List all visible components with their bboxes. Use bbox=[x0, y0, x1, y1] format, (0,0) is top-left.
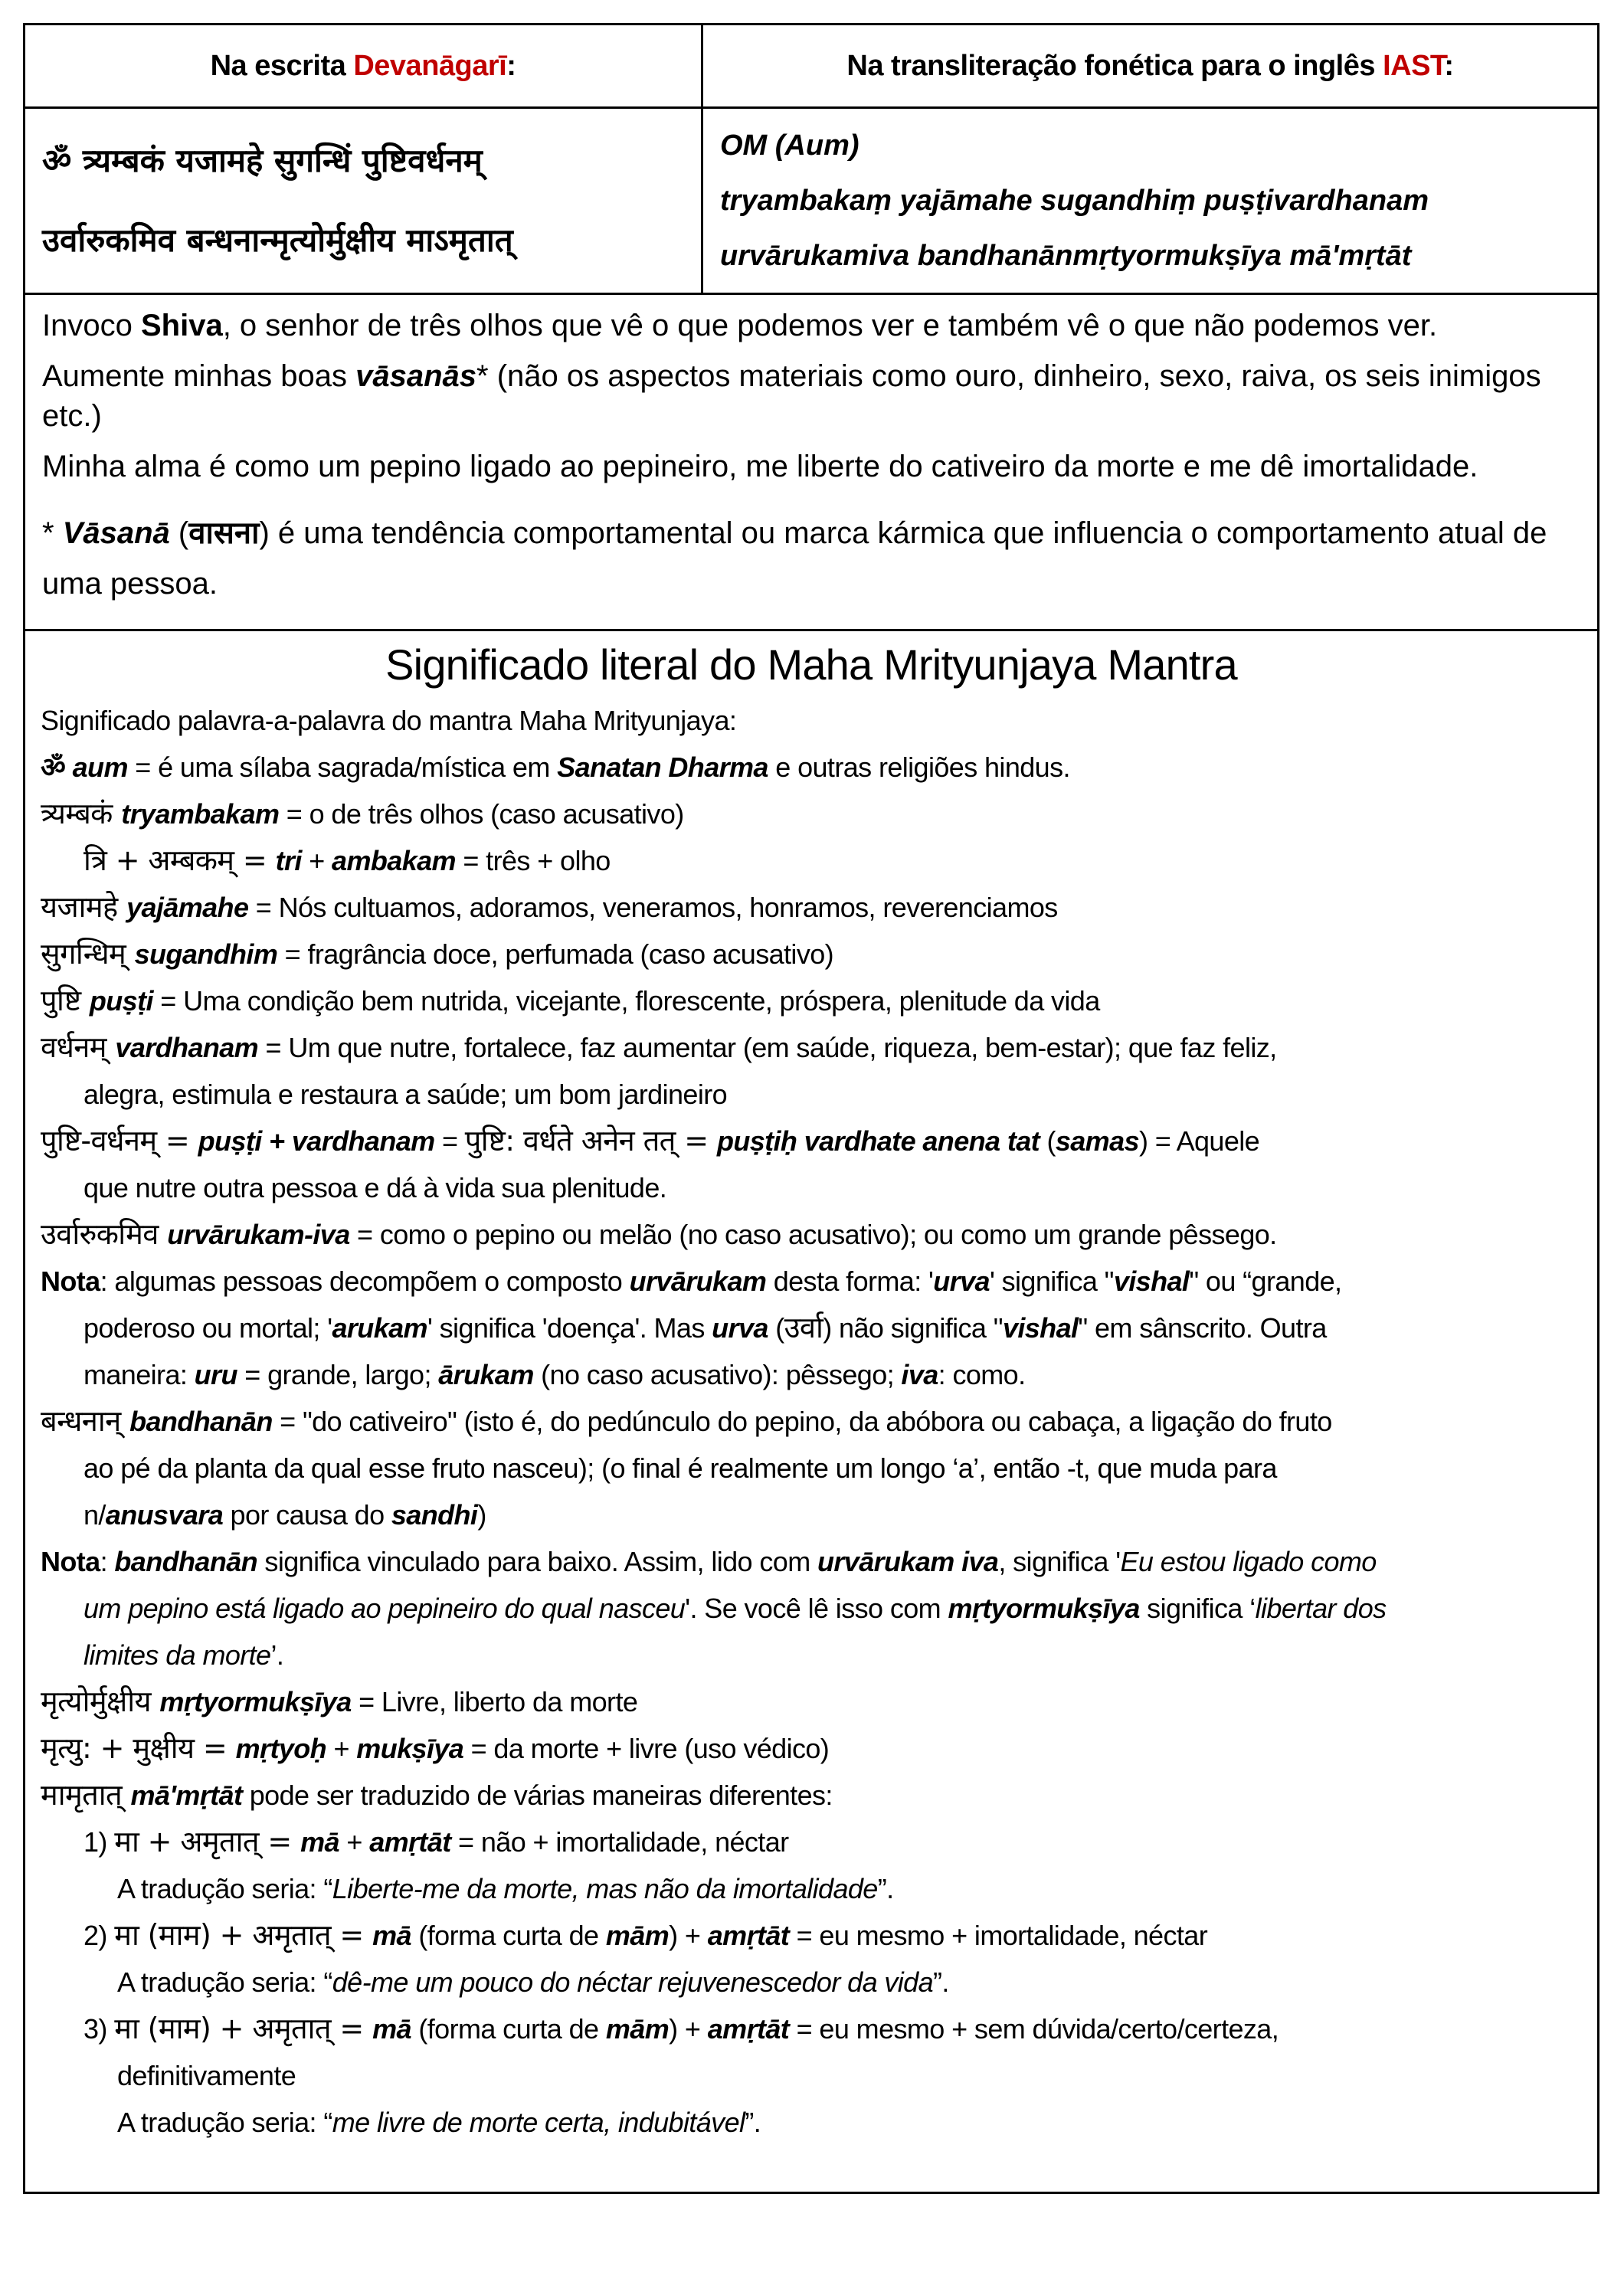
devanagari-term: मृत्यु: + मुक्षीय = bbox=[41, 1731, 236, 1765]
meaning-line bbox=[41, 1491, 1582, 1538]
emphasis-text: वासना bbox=[188, 516, 260, 550]
header-highlight: IAST bbox=[1383, 49, 1445, 82]
header-colon: : bbox=[1444, 49, 1454, 82]
text-run: = três + olho bbox=[455, 845, 611, 876]
text-run: = Uma condição bem nutrida, vicejante, florescente, próspera, plenitude da vida bbox=[152, 985, 1100, 1017]
meaning-line bbox=[41, 2005, 1582, 2052]
meaning-line bbox=[41, 2052, 1582, 2099]
devanagari-term: मा (माम) + अमृतात् = bbox=[114, 2012, 373, 2045]
emphasis-text: mā bbox=[372, 1920, 411, 1951]
meaning-line bbox=[41, 1398, 1582, 1445]
text-run: + bbox=[339, 1826, 370, 1858]
text-run: poderoso ou mortal; ' bbox=[83, 1312, 332, 1344]
emphasis-text: amṛtāt bbox=[369, 1826, 451, 1858]
mantra-line: OM (Aum) bbox=[720, 129, 859, 162]
text-run: ao pé da planta da qual esse fruto nasceu); (o final é realmente um longo ‘a’, então -t, que muda para bbox=[83, 1452, 1277, 1484]
text-run: Minha alma é como um pepino ligado ao pepineiro, me liberte do cativeiro da morte e me dê imortalidade. bbox=[42, 450, 1478, 483]
meaning-line bbox=[41, 931, 1582, 977]
emphasis-text: arukam bbox=[332, 1312, 427, 1344]
meaning-line bbox=[41, 1959, 1582, 2005]
meaning-line bbox=[41, 1351, 1582, 1398]
devanagari-term: सुगन्धिम् bbox=[41, 937, 135, 971]
text-run: : algumas pessoas decompõem o composto bbox=[100, 1266, 630, 1297]
text-run: , o senhor de três olhos que vê o que podemos ver e também vê o que não podemos ver. bbox=[222, 309, 1438, 342]
emphasis-text: urva bbox=[712, 1312, 768, 1344]
emphasis-text: Nota bbox=[41, 1546, 100, 1577]
emphasis-text: urvārukam iva bbox=[817, 1546, 999, 1577]
emphasis-text: mām bbox=[605, 2013, 670, 2045]
text-run: ( bbox=[169, 516, 189, 550]
emphasis-text: Vāsanā bbox=[62, 516, 170, 550]
emphasis-text: limites da morte bbox=[83, 1639, 271, 1671]
devanagari-term: वर्धनम् bbox=[41, 1030, 116, 1064]
emphasis-text: ambakam bbox=[332, 845, 456, 876]
translation-section bbox=[23, 295, 1599, 631]
text-run: = "do cativeiro" (isto é, do pedúnculo do pepino, da abóbora ou cabaça, a ligação do fruto bbox=[272, 1406, 1332, 1437]
text-run: alegra, estimula e restaura a saúde; um bom jardineiro bbox=[83, 1079, 728, 1110]
text-run: , significa ' bbox=[998, 1546, 1121, 1577]
emphasis-text: mām bbox=[605, 1920, 670, 1951]
devanagari-term: मा + अमृतात् = bbox=[114, 1825, 301, 1858]
text-run: = grande, largo; bbox=[237, 1359, 439, 1390]
meaning-line bbox=[41, 1725, 1582, 1772]
meaning-line bbox=[41, 1865, 1582, 1912]
devanagari-term: मा (माम) + अमृतात् = bbox=[114, 1918, 373, 1952]
emphasis-text: ॐ bbox=[41, 751, 73, 783]
meaning-line bbox=[41, 744, 1582, 791]
text-run: n/ bbox=[83, 1499, 106, 1531]
emphasis-text: samas bbox=[1055, 1125, 1139, 1157]
emphasis-text: sandhi bbox=[391, 1499, 478, 1531]
emphasis-text: mṛtyoḥ bbox=[235, 1733, 327, 1764]
text-run: ) bbox=[477, 1499, 486, 1531]
emphasis-text: libertar dos bbox=[1255, 1593, 1387, 1624]
text-run: 2) bbox=[83, 1920, 115, 1951]
meaning-line bbox=[41, 977, 1582, 1024]
text-run: * bbox=[42, 516, 63, 550]
emphasis-text: Sanatan Dharma bbox=[557, 751, 768, 783]
text-run: = fragrância doce, perfumada (caso acusativo) bbox=[277, 938, 834, 970]
text-run: '. Se você lê isso com bbox=[685, 1593, 948, 1624]
header-highlight: Devanāgarī bbox=[353, 49, 507, 82]
emphasis-text: mā bbox=[372, 2013, 411, 2045]
meaning-line bbox=[41, 1071, 1582, 1118]
devanagari-term: पुष्टि bbox=[41, 984, 90, 1017]
text-run: (no caso acusativo): pêssego; bbox=[533, 1359, 902, 1390]
devanagari-term: मृत्योर्मुक्षीय bbox=[41, 1685, 160, 1718]
text-run: = o de três olhos (caso acusativo) bbox=[279, 798, 684, 830]
text-run: + bbox=[326, 1733, 357, 1764]
text-run: * (não os aspectos materiais como ouro, dinheiro, sexo, raiva, os seis inimigos etc.) bbox=[42, 359, 1541, 433]
devanagari-term: मामृतात् bbox=[41, 1778, 131, 1812]
devanagari-term: पुष्टि-वर्धनम् = bbox=[41, 1124, 198, 1157]
emphasis-text: dê-me um pouco do néctar rejuvenescedor da vida bbox=[332, 1966, 934, 1998]
text-run: desta forma: ' bbox=[766, 1266, 934, 1297]
text-run: = Livre, liberto da morte bbox=[351, 1686, 638, 1717]
emphasis-text: bandhanān bbox=[129, 1406, 273, 1437]
text-run: e outras religiões hindus. bbox=[768, 751, 1070, 783]
emphasis-text: vishal bbox=[1002, 1312, 1079, 1344]
emphasis-text: Eu estou ligado como bbox=[1120, 1546, 1377, 1577]
devanagari-term: बन्धनान् bbox=[41, 1404, 130, 1438]
devanagari-term: यजामहे bbox=[41, 890, 127, 924]
header-colon: : bbox=[506, 49, 516, 82]
emphasis-text: mṛtyormukṣīya bbox=[159, 1686, 352, 1717]
emphasis-text: um pepino está ligado ao pepineiro do qual nasceu bbox=[83, 1593, 686, 1624]
document-page bbox=[23, 23, 1599, 2194]
meaning-line bbox=[41, 1118, 1582, 1164]
mantra-line: उर्वारुकमिव बन्धनान्मृत्योर्मुक्षीय माऽमृतात् bbox=[42, 221, 513, 259]
emphasis-text: me livre de morte certa, indubitável bbox=[332, 2107, 745, 2138]
emphasis-text: iva bbox=[901, 1359, 938, 1390]
devanagari-term: त्र्यम्बकं bbox=[41, 797, 122, 830]
text-run: maneira: bbox=[83, 1359, 195, 1390]
mantra-table bbox=[23, 23, 1599, 295]
section-title: Significado literal do Maha Mrityunjaya Mantra bbox=[385, 640, 1237, 689]
literal-meaning-section bbox=[23, 631, 1599, 2194]
emphasis-text: Shiva bbox=[140, 309, 223, 342]
translation-paragraph bbox=[42, 306, 1580, 345]
text-run: ”. bbox=[745, 2107, 761, 2138]
iast-mantra bbox=[702, 108, 1599, 294]
emphasis-text: mā'mṛtāt bbox=[130, 1780, 243, 1811]
text-run: ) + bbox=[669, 2013, 708, 2045]
meaning-line bbox=[41, 1912, 1582, 1959]
text-run: ) não significa " bbox=[823, 1312, 1003, 1344]
text-run: significa vinculado para baixo. Assim, lido com bbox=[257, 1546, 817, 1577]
footnote bbox=[42, 508, 1580, 609]
header-text: Na transliteração fonética para o inglês bbox=[846, 49, 1383, 82]
text-run: = bbox=[434, 1125, 465, 1157]
meaning-line bbox=[41, 1632, 1582, 1678]
text-run: definitivamente bbox=[117, 2060, 296, 2091]
emphasis-text: mukṣīya bbox=[356, 1733, 464, 1764]
text-run: Invoco bbox=[42, 309, 141, 342]
text-run: ’. bbox=[270, 1639, 284, 1671]
emphasis-text: Liberte-me da morte, mas não da imortalidade bbox=[332, 1873, 878, 1904]
emphasis-text: urvārukam bbox=[629, 1266, 767, 1297]
text-run: ) = Aquele bbox=[1138, 1125, 1260, 1157]
text-run: (forma curta de bbox=[411, 1920, 606, 1951]
devanagari-mantra bbox=[25, 108, 702, 294]
mantra-line: urvārukamiva bandhanānmṛtyormukṣīya mā'mṛtāt bbox=[720, 240, 1412, 272]
meaning-line bbox=[41, 791, 1582, 837]
meaning-line bbox=[41, 1305, 1582, 1351]
emphasis-text: vishal bbox=[1113, 1266, 1190, 1297]
text-run: = é uma sílaba sagrada/mística em bbox=[127, 751, 558, 783]
devanagari-term: उर्वा bbox=[784, 1311, 823, 1344]
emphasis-text: Nota bbox=[41, 1266, 100, 1297]
meaning-line bbox=[41, 697, 1582, 744]
text-run: ) + bbox=[669, 1920, 708, 1951]
text-run: pode ser traduzido de várias maneiras diferentes: bbox=[242, 1780, 833, 1811]
text-run: = Um que nutre, fortalece, faz aumentar (em saúde, riqueza, bem-estar); que faz feliz, bbox=[258, 1032, 1277, 1063]
word-meaning-list bbox=[41, 697, 1582, 2146]
emphasis-text: mṛtyormukṣīya bbox=[948, 1593, 1140, 1624]
emphasis-text: amṛtāt bbox=[707, 2013, 790, 2045]
meaning-line bbox=[41, 1258, 1582, 1305]
text-run: A tradução seria: “ bbox=[117, 1873, 332, 1904]
text-run: = da morte + livre (uso védico) bbox=[463, 1733, 830, 1764]
devanagari-term: पुष्टि: वर्धते अनेन तत् = bbox=[464, 1124, 717, 1157]
emphasis-text: anusvara bbox=[105, 1499, 224, 1531]
text-run: = eu mesmo + imortalidade, néctar bbox=[789, 1920, 1208, 1951]
text-run: = como o pepino ou melão (no caso acusativo); ou como um grande pêssego. bbox=[349, 1219, 1277, 1250]
translation-paragraph bbox=[42, 447, 1580, 486]
text-run: " ou “grande, bbox=[1189, 1266, 1342, 1297]
text-run: por causa do bbox=[223, 1499, 391, 1531]
meaning-line bbox=[41, 1585, 1582, 1632]
text-run: significa ‘ bbox=[1139, 1593, 1256, 1624]
text-run: ' significa 'doença'. Mas bbox=[427, 1312, 712, 1344]
text-run: ”. bbox=[877, 1873, 894, 1904]
emphasis-text: urva bbox=[933, 1266, 990, 1297]
text-run: Aumente minhas boas bbox=[42, 359, 356, 393]
meaning-line bbox=[41, 1024, 1582, 1071]
text-run: ”. bbox=[933, 1966, 949, 1998]
emphasis-text: uru bbox=[194, 1359, 237, 1390]
devanagari-term: उर्वारुकमिव bbox=[41, 1217, 168, 1251]
devanagari-column-header bbox=[25, 25, 702, 108]
text-run: A tradução seria: “ bbox=[117, 2107, 332, 2138]
emphasis-text: bandhanān bbox=[114, 1546, 258, 1577]
mantra-line: tryambakaṃ yajāmahe sugandhiṃ puṣṭivardhanam bbox=[720, 185, 1429, 217]
meaning-line bbox=[41, 1211, 1582, 1258]
emphasis-text: amṛtāt bbox=[707, 1920, 790, 1951]
text-run: ) é uma tendência comportamental ou marca kármica que influencia o comportamento atual de uma pessoa. bbox=[42, 516, 1547, 601]
text-run: ' significa " bbox=[989, 1266, 1114, 1297]
text-run: que nutre outra pessoa e dá à vida sua plenitude. bbox=[83, 1172, 667, 1203]
meaning-line bbox=[41, 2099, 1582, 2146]
emphasis-text: puṣṭiḥ vardhate anena tat bbox=[716, 1125, 1040, 1157]
iast-column-header bbox=[702, 25, 1599, 108]
emphasis-text: urvārukam-iva bbox=[167, 1219, 350, 1250]
text-run: + bbox=[301, 845, 332, 876]
text-run: = eu mesmo + sem dúvida/certo/certeza, bbox=[789, 2013, 1279, 2045]
meaning-line bbox=[41, 1772, 1582, 1819]
emphasis-text: mā bbox=[300, 1826, 339, 1858]
meaning-line bbox=[41, 1538, 1582, 1585]
text-run: = Nós cultuamos, adoramos, veneramos, honramos, reverenciamos bbox=[248, 892, 1058, 923]
emphasis-text: tri bbox=[275, 845, 302, 876]
text-run: Significado palavra-a-palavra do mantra Maha Mrityunjaya: bbox=[41, 705, 737, 736]
emphasis-text: ārukam bbox=[438, 1359, 534, 1390]
emphasis-text: vardhanam bbox=[115, 1032, 259, 1063]
meaning-line bbox=[41, 1164, 1582, 1211]
emphasis-text: yajāmahe bbox=[126, 892, 249, 923]
text-run: " em sânscrito. Outra bbox=[1078, 1312, 1327, 1344]
text-run: ( bbox=[1040, 1125, 1056, 1157]
text-run: 1) bbox=[83, 1826, 115, 1858]
meaning-line bbox=[41, 1819, 1582, 1865]
text-run: : como. bbox=[938, 1359, 1026, 1390]
devanagari-term: त्रि + अम्बकम् = bbox=[83, 843, 276, 877]
meaning-line bbox=[41, 1445, 1582, 1491]
emphasis-text: puṣṭi bbox=[89, 985, 153, 1017]
meaning-line bbox=[41, 1678, 1582, 1725]
emphasis-text: aum bbox=[72, 751, 128, 783]
mantra-line: ॐ त्र्यम्बकं यजामहे सुगन्धिं पुष्टिवर्धनम् bbox=[42, 142, 483, 179]
translation-paragraph bbox=[42, 356, 1580, 436]
emphasis-text: vāsanās bbox=[355, 359, 477, 393]
emphasis-text: sugandhim bbox=[134, 938, 278, 970]
header-text: Na escrita bbox=[210, 49, 354, 82]
meaning-line bbox=[41, 837, 1582, 884]
text-run: 3) bbox=[83, 2013, 115, 2045]
meaning-line bbox=[41, 884, 1582, 931]
emphasis-text: tryambakam bbox=[121, 798, 280, 830]
text-run: (forma curta de bbox=[411, 2013, 606, 2045]
text-run: : bbox=[100, 1546, 115, 1577]
text-run: ( bbox=[768, 1312, 784, 1344]
text-run: = não + imortalidade, néctar bbox=[450, 1826, 789, 1858]
text-run: A tradução seria: “ bbox=[117, 1966, 332, 1998]
emphasis-text: puṣṭi + vardhanam bbox=[198, 1125, 435, 1157]
